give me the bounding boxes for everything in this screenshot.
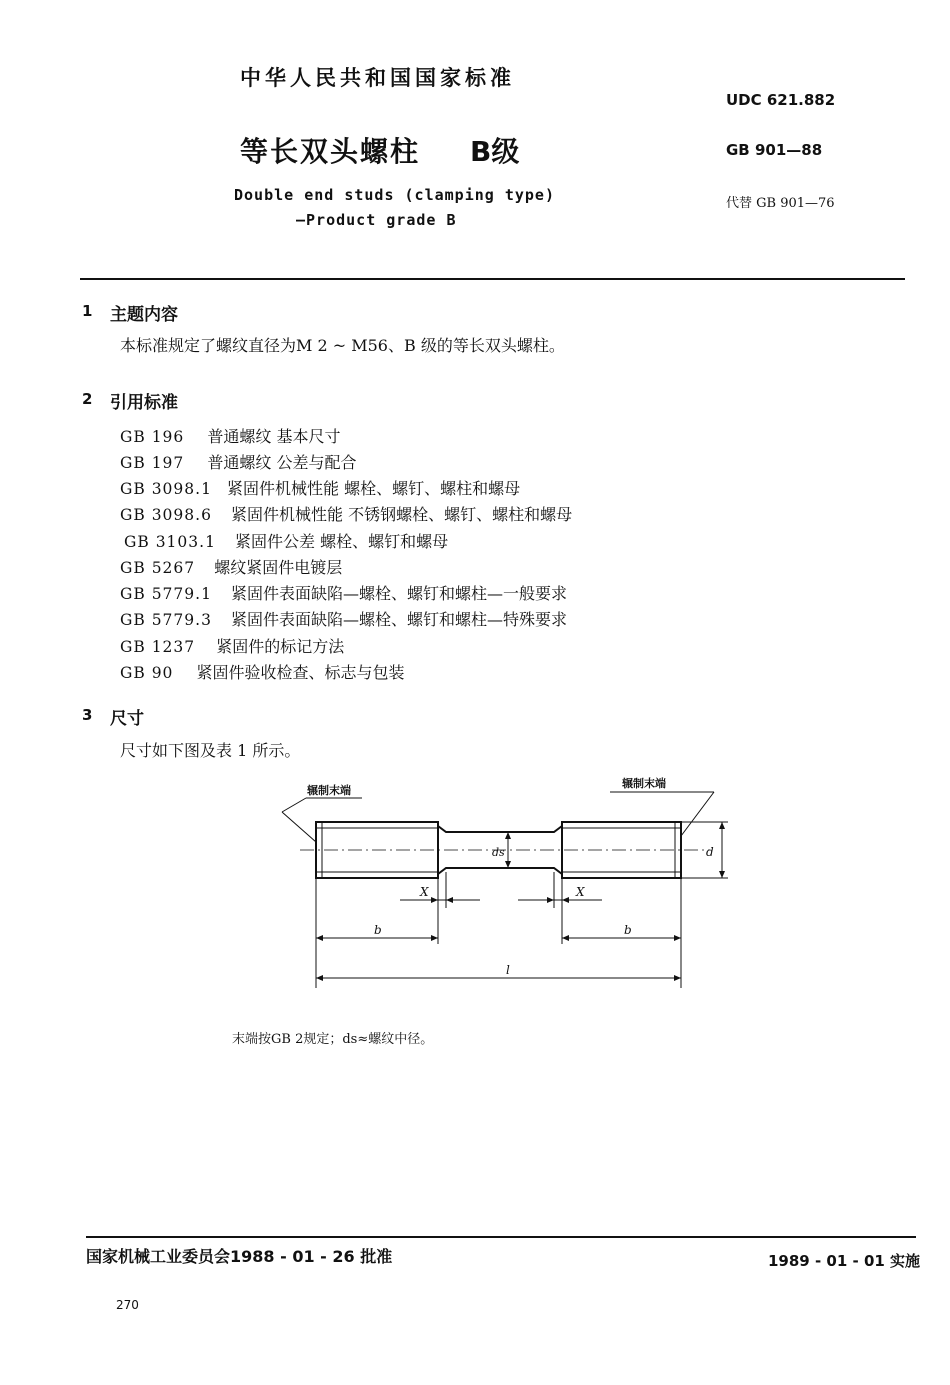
title-chinese: 等长双头螺柱 (240, 135, 421, 168)
section-1-title: 主题内容 (110, 305, 178, 325)
title-english-line2: —Product grade B (296, 211, 457, 229)
list-item (120, 450, 356, 473)
issuing-authority: 中华人民共和国国家标准 (240, 66, 515, 90)
reference-code: GB 1237 (120, 638, 196, 656)
replaces-standard: 代替 GB 901—76 (726, 196, 835, 211)
list-item (120, 607, 567, 630)
section-1-number: 1 (82, 302, 93, 320)
b-right-label: b (624, 923, 632, 937)
d-label: d (706, 845, 714, 859)
reference-title: 螺纹紧固件电镀层 (214, 558, 343, 577)
x-right-label: X (576, 885, 585, 899)
udc-number: UDC 621.882 (726, 91, 836, 109)
page-number: 270 (116, 1298, 139, 1312)
reference-title: 紧固件验收检查、标志与包装 (196, 663, 405, 682)
figure-note: 末端按GB 2规定；ds≈螺纹中径。 (232, 1032, 434, 1047)
left-end-leader (282, 798, 306, 812)
list-item (124, 529, 448, 552)
dimension-paragraph: 尺寸如下图及表 1 所示。 (120, 741, 301, 760)
section-2-title: 引用标准 (110, 393, 178, 413)
reference-code: GB 197 (120, 454, 185, 472)
shank-top (438, 826, 562, 832)
reference-code: GB 3098.6 (120, 506, 212, 524)
reference-code: GB 196 (120, 428, 185, 446)
list-item (120, 424, 340, 447)
footer-divider (86, 1236, 916, 1238)
reference-code: GB 3098.1 (120, 480, 212, 498)
reference-title: 普通螺纹 基本尺寸 (207, 427, 341, 446)
list-item (120, 581, 567, 604)
ds-label: ds (492, 846, 505, 859)
approval-date: 国家机械工业委员会1988 - 01 - 26 批准 (86, 1247, 393, 1266)
reference-title: 紧固件表面缺陷—螺栓、螺钉和螺柱—特殊要求 (231, 610, 568, 629)
section-2-number: 2 (82, 390, 93, 408)
list-item (120, 555, 342, 578)
section-3-number: 3 (82, 706, 93, 724)
stud-drawing (270, 768, 740, 1003)
reference-title: 普通螺纹 公差与配合 (207, 453, 357, 472)
b-left-label: b (374, 923, 382, 937)
x-left-label: X (420, 885, 429, 899)
reference-code: GB 3103.1 (124, 533, 216, 551)
list-item (120, 502, 572, 525)
left-end-label: 辗制末端 (307, 784, 351, 797)
effective-date: 1989 - 01 - 01 实施 (768, 1252, 921, 1270)
reference-title: 紧固件表面缺陷—螺栓、螺钉和螺柱—一般要求 (231, 584, 568, 603)
title-english-line1: Double end studs (clamping type) (234, 186, 555, 204)
reference-title: 紧固件机械性能 不锈钢螺栓、螺钉、螺柱和螺母 (231, 505, 573, 524)
reference-title: 紧固件机械性能 螺栓、螺钉、螺柱和螺母 (227, 479, 521, 498)
reference-code: GB 5267 (120, 559, 196, 577)
right-end-label: 辗制末端 (622, 777, 666, 790)
header-divider (80, 278, 905, 280)
scope-paragraph: 本标准规定了螺纹直径为M 2 ~ M56、B 级的等长双头螺柱。 (120, 336, 565, 355)
reference-code: GB 5779.1 (120, 585, 212, 603)
list-item (120, 476, 520, 499)
reference-code: GB 5779.3 (120, 611, 212, 629)
section-3-title: 尺寸 (110, 709, 144, 729)
l-label: l (506, 963, 510, 977)
reference-title: 紧固件的标记方法 (216, 637, 345, 656)
standard-number: GB 901—88 (726, 141, 823, 159)
reference-title: 紧固件公差 螺栓、螺钉和螺母 (235, 532, 449, 551)
title-grade: B级 (470, 135, 520, 168)
list-item (120, 634, 344, 657)
list-item (120, 660, 405, 683)
left-end-leader-tip (282, 812, 316, 842)
shank-bottom (438, 868, 562, 874)
right-end-leader (681, 792, 714, 836)
reference-code: GB 90 (120, 664, 174, 682)
